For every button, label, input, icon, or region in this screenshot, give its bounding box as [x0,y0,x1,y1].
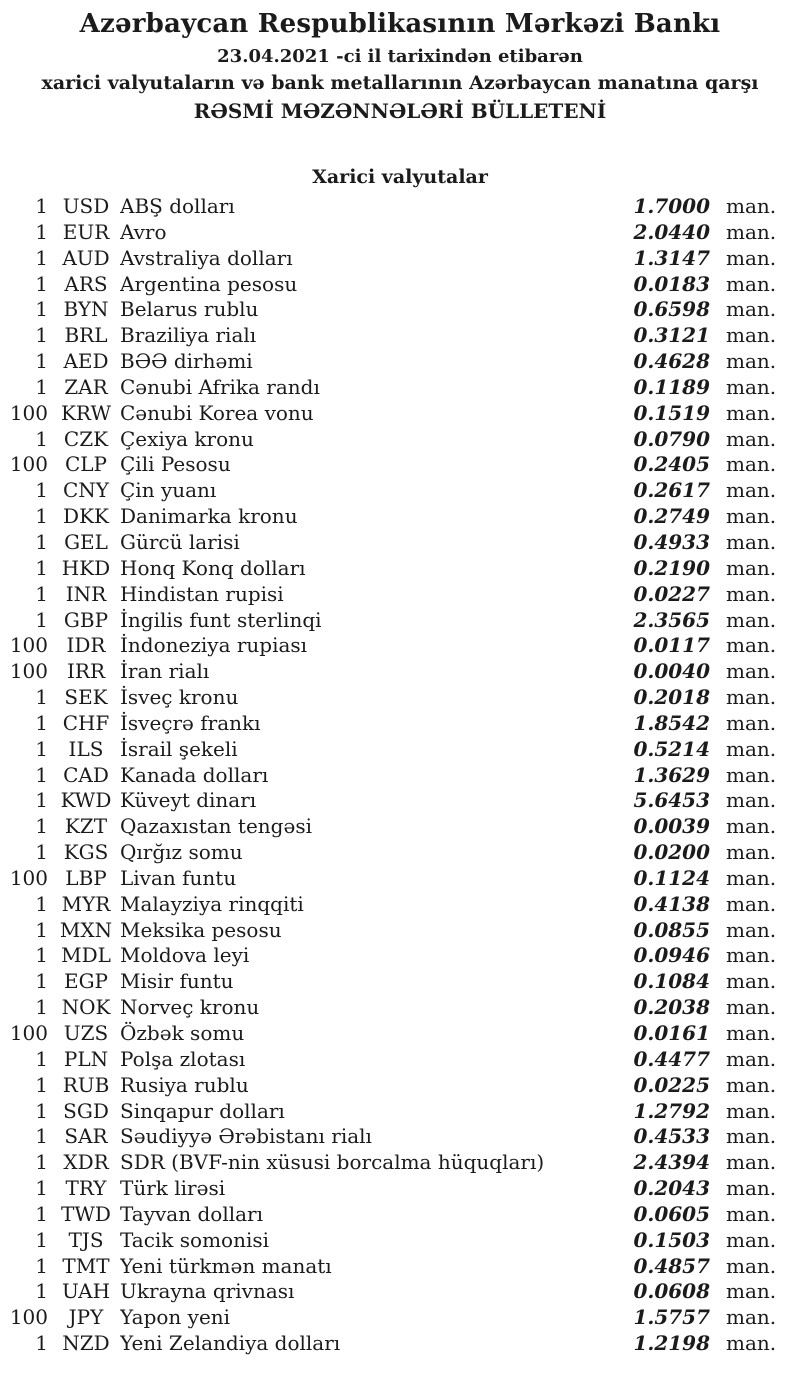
row-currency-code: PLN [63,1046,109,1071]
row-currency-name: Malayziya rinqqiti [120,891,304,916]
row-rate-value: 1.5757 [633,1305,710,1330]
table-row [0,659,800,685]
row-currency-name: Livan funtu [120,865,237,890]
row-quantity: 1 [35,710,48,735]
row-rate-value: 0.0790 [633,426,710,451]
row-currency-code: TMT [62,1253,110,1278]
row-currency-code: MXN [59,917,113,942]
row-rate-value: 0.0608 [633,1279,710,1304]
row-quantity: 100 [9,659,48,684]
row-unit-label: man. [726,736,777,761]
row-rate-value: 2.0440 [633,219,710,244]
table-row [0,995,800,1021]
table-row [0,1279,800,1305]
row-currency-code: AUD [62,245,110,270]
row-currency-code: INR [65,581,107,606]
row-unit-label: man. [726,995,777,1020]
row-unit-label: man. [726,271,777,296]
row-quantity: 100 [9,452,48,477]
row-unit-label: man. [726,1021,777,1045]
row-unit-label: man. [726,917,777,942]
row-currency-name: Qırğız somu [120,840,243,865]
table-row [0,1228,800,1254]
row-quantity: 100 [9,633,48,658]
row-quantity: 1 [35,478,48,503]
row-currency-code: UZS [63,1021,109,1045]
row-rate-value: 0.4933 [633,529,710,554]
effective-date-line: 23.04.2021 -ci il tarixindən etibarən [217,46,583,67]
row-currency-name: Yeni türkmən manatı [120,1253,332,1278]
row-rate-value: 0.0946 [633,943,710,968]
row-unit-label: man. [726,1046,777,1071]
table-row [0,892,800,918]
row-quantity: 1 [35,271,48,296]
row-unit-label: man. [726,529,777,554]
row-currency-code: LBP [65,865,107,890]
row-unit-label: man. [726,788,777,813]
row-unit-label: man. [726,349,777,374]
row-quantity: 1 [35,297,48,322]
row-rate-value: 0.4533 [633,1124,710,1149]
row-rate-value: 0.0039 [633,814,710,839]
row-rate-value: 0.1084 [633,969,710,994]
row-quantity: 1 [35,762,48,787]
row-currency-code: IDR [66,633,106,658]
row-unit-label: man. [726,814,777,839]
row-quantity: 1 [35,891,48,916]
row-unit-label: man. [726,943,777,968]
row-currency-code: JPY [68,1305,104,1330]
row-currency-code: BYN [63,297,109,322]
row-currency-code: GBP [63,607,109,632]
row-rate-value: 0.1503 [633,1227,710,1252]
bulletin-title: RƏSMİ MƏZƏNNƏLƏRİ BÜLLETENİ [193,99,607,123]
row-currency-name: Avro [120,219,167,244]
row-quantity: 1 [35,788,48,813]
row-currency-name: Honq Konq dolları [120,555,306,580]
row-currency-name: Rusiya rublu [120,1072,249,1097]
bank-name-title: Azərbaycan Respublikasının Mərkəzi Bankı [79,9,721,39]
row-currency-name: SDR (BVF-nin xüsusi borcalma hüquqları) [120,1150,545,1175]
row-currency-code: GEL [64,529,108,554]
table-row [0,685,800,711]
row-rate-value: 0.0855 [633,917,710,942]
table-row [0,220,800,246]
row-currency-name: Polşa zlotası [120,1046,246,1071]
row-currency-name: Çexiya kronu [120,426,254,451]
row-currency-code: NOK [61,995,111,1020]
row-currency-code: KZT [64,814,108,839]
row-currency-name: Sinqapur dolları [120,1098,285,1123]
row-currency-code: IRR [66,659,106,684]
row-unit-label: man. [726,1150,777,1175]
row-quantity: 1 [35,969,48,994]
row-unit-label: man. [726,969,777,994]
row-rate-value: 0.2617 [633,478,710,503]
row-currency-code: NZD [62,1331,110,1356]
row-currency-name: Braziliya rialı [120,323,257,348]
row-currency-code: CAD [63,762,109,787]
document-header [0,8,800,125]
row-quantity: 1 [35,323,48,348]
row-rate-value: 0.0605 [633,1201,710,1226]
row-currency-code: SEK [64,685,108,710]
row-rate-value: 1.7000 [633,194,710,218]
row-rate-value: 0.1519 [633,400,710,425]
row-currency-name: Küveyt dinarı [120,788,257,813]
table-row [0,1176,800,1202]
row-currency-name: Meksika pesosu [120,917,282,942]
row-currency-name: Özbək somu [120,1021,245,1045]
table-row [0,323,800,349]
row-unit-label: man. [726,219,777,244]
row-currency-name: Yapon yeni [120,1305,231,1330]
table-row [0,1202,800,1228]
row-currency-name: ABŞ dolları [120,194,235,218]
row-quantity: 1 [35,1279,48,1304]
row-rate-value: 0.1189 [633,374,710,399]
row-quantity: 100 [9,1021,48,1045]
row-quantity: 1 [35,1331,48,1356]
row-currency-name: İngilis funt sterlinqi [120,607,322,632]
row-rate-value: 1.2792 [633,1098,710,1123]
row-quantity: 1 [35,917,48,942]
row-quantity: 1 [35,426,48,451]
table-row [0,814,800,840]
row-rate-value: 0.0227 [633,581,710,606]
row-currency-code: EGP [63,969,109,994]
row-currency-code: CNY [62,478,109,503]
table-row [0,737,800,763]
row-unit-label: man. [726,581,777,606]
row-rate-value: 0.1124 [633,865,710,890]
row-currency-name: Türk lirəsi [120,1176,226,1201]
row-quantity: 1 [35,219,48,244]
row-unit-label: man. [726,1227,777,1252]
row-currency-code: SGD [63,1098,109,1123]
row-currency-code: MDL [61,943,111,968]
row-currency-name: İran rialı [120,659,210,684]
row-quantity: 1 [35,1150,48,1175]
row-unit-label: man. [726,659,777,684]
table-row [0,1047,800,1073]
row-currency-code: UAH [61,1279,111,1304]
row-unit-label: man. [726,685,777,710]
table-row [0,556,800,582]
row-quantity: 100 [9,865,48,890]
row-unit-label: man. [726,840,777,865]
row-rate-value: 0.2043 [633,1176,710,1201]
table-row [0,582,800,608]
row-quantity: 1 [35,840,48,865]
row-currency-code: DKK [63,504,109,529]
row-rate-value: 0.6598 [633,297,710,322]
row-quantity: 1 [35,245,48,270]
row-currency-code: CLP [64,452,108,477]
row-quantity: 1 [35,529,48,554]
row-unit-label: man. [726,1279,777,1304]
table-row [0,297,800,323]
row-quantity: 1 [35,555,48,580]
row-rate-value: 0.4857 [633,1253,710,1278]
row-unit-label: man. [726,452,777,477]
row-currency-code: EUR [62,219,110,244]
table-row [0,452,800,478]
row-currency-code: USD [62,194,110,218]
table-row [0,349,800,375]
row-currency-code: SAR [64,1124,108,1149]
row-rate-value: 1.3629 [633,762,710,787]
row-currency-code: TJS [68,1227,104,1252]
row-quantity: 1 [35,194,48,218]
row-quantity: 1 [35,943,48,968]
row-currency-code: TWD [61,1201,111,1226]
row-quantity: 1 [35,504,48,529]
row-unit-label: man. [726,891,777,916]
row-unit-label: man. [726,194,777,218]
row-rate-value: 0.3121 [633,323,710,348]
table-row [0,1021,800,1047]
table-row [0,401,800,427]
table-row [0,763,800,789]
row-currency-code: ZAR [64,374,108,399]
table-row [0,969,800,995]
row-rate-value: 0.5214 [633,736,710,761]
row-rate-value: 1.8542 [633,710,710,735]
row-currency-name: Yeni Zelandiya dolları [120,1331,341,1356]
row-currency-code: CHF [62,710,110,735]
row-unit-label: man. [726,1253,777,1278]
row-unit-label: man. [726,1072,777,1097]
rates-table [0,194,800,1357]
row-unit-label: man. [726,607,777,632]
row-rate-value: 2.4394 [633,1150,710,1175]
table-row [0,1254,800,1280]
row-unit-label: man. [726,1176,777,1201]
row-quantity: 1 [35,349,48,374]
row-quantity: 100 [9,1305,48,1330]
row-unit-label: man. [726,865,777,890]
row-rate-value: 0.0225 [633,1072,710,1097]
row-currency-code: RUB [62,1072,110,1097]
row-currency-code: ILS [68,736,104,761]
table-row [0,866,800,892]
row-currency-name: Danimarka kronu [120,504,298,529]
row-unit-label: man. [726,1331,777,1356]
row-currency-name: İsrail şekeli [120,736,238,761]
row-rate-value: 0.2018 [633,685,710,710]
row-currency-code: KGS [63,840,109,865]
row-currency-name: Tacik somonisi [120,1227,270,1252]
row-currency-name: İsveç kronu [120,685,239,710]
row-currency-name: İsveçrə frankı [120,710,261,735]
row-currency-code: TRY [65,1176,107,1201]
row-currency-name: Cənubi Afrika randı [120,374,320,399]
row-currency-name: Cənubi Korea vonu [120,400,314,425]
row-quantity: 1 [35,1124,48,1149]
row-currency-name: Tayvan dolları [120,1201,263,1226]
row-currency-code: HKD [61,555,111,580]
row-currency-name: Qazaxıstan tengəsi [120,814,312,839]
table-row [0,1124,800,1150]
table-row [0,1073,800,1099]
row-currency-name: Norveç kronu [120,995,260,1020]
row-rate-value: 0.2749 [633,504,710,529]
table-row [0,246,800,272]
table-row [0,1099,800,1125]
row-currency-code: ARS [64,271,108,296]
row-currency-name: Ukrayna qrivnası [120,1279,295,1304]
row-currency-name: Kanada dolları [120,762,269,787]
row-currency-code: MYR [61,891,111,916]
row-currency-code: XDR [63,1150,109,1175]
row-currency-name: Səudiyyə Ərəbistanı rialı [120,1124,372,1149]
row-rate-value: 0.4628 [633,349,710,374]
table-row [0,1150,800,1176]
row-rate-value: 0.2405 [633,452,710,477]
row-currency-name: İndoneziya rupiası [120,633,308,658]
row-rate-value: 0.0117 [633,633,710,658]
row-currency-code: AED [63,349,109,374]
row-unit-label: man. [726,323,777,348]
row-quantity: 1 [35,814,48,839]
row-rate-value: 0.4477 [633,1046,710,1071]
row-unit-label: man. [726,297,777,322]
row-currency-code: KRW [60,400,112,425]
row-currency-name: Çin yuanı [120,478,217,503]
row-rate-value: 0.0161 [633,1021,710,1045]
row-rate-value: 2.3565 [633,607,710,632]
row-unit-label: man. [726,633,777,658]
row-quantity: 1 [35,607,48,632]
row-currency-name: Avstraliya dolları [120,245,293,270]
row-currency-code: KWD [60,788,112,813]
row-quantity: 1 [35,581,48,606]
row-currency-code: BRL [64,323,108,348]
row-unit-label: man. [726,426,777,451]
row-currency-name: Argentina pesosu [120,271,298,296]
row-rate-value: 0.4138 [633,891,710,916]
table-row [0,840,800,866]
row-currency-name: BƏƏ dirhəmi [120,349,253,374]
row-quantity: 1 [35,685,48,710]
table-row [0,918,800,944]
row-unit-label: man. [726,245,777,270]
row-rate-value: 0.2038 [633,995,710,1020]
row-currency-name: Hindistan rupisi [120,581,284,606]
row-currency-name: Misir funtu [120,969,234,994]
row-quantity: 1 [35,995,48,1020]
row-currency-code: CZK [63,426,109,451]
row-quantity: 1 [35,1227,48,1252]
row-unit-label: man. [726,374,777,399]
row-quantity: 1 [35,1046,48,1071]
table-row [0,375,800,401]
table-row [0,1305,800,1331]
row-rate-value: 0.0200 [633,840,710,865]
table-row [0,788,800,814]
table-row [0,711,800,737]
row-unit-label: man. [726,1124,777,1149]
row-rate-value: 5.6453 [633,788,710,813]
table-row [0,943,800,969]
row-currency-name: Çili Pesosu [120,452,231,477]
row-quantity: 1 [35,1201,48,1226]
row-quantity: 1 [35,374,48,399]
row-currency-name: Belarus rublu [120,297,259,322]
row-unit-label: man. [726,555,777,580]
table-row [0,272,800,298]
table-row [0,504,800,530]
table-row [0,194,800,220]
row-unit-label: man. [726,478,777,503]
row-rate-value: 1.3147 [633,245,710,270]
row-quantity: 1 [35,1176,48,1201]
table-row [0,530,800,556]
subject-line: xarici valyutaların və bank metallarının Azərbaycan manatına qarşı [41,72,759,94]
row-rate-value: 0.0040 [633,659,710,684]
section-title-foreign-currencies: Xarici valyutalar [312,166,488,188]
table-row [0,1331,800,1357]
row-quantity: 100 [9,400,48,425]
row-quantity: 1 [35,1098,48,1123]
row-unit-label: man. [726,762,777,787]
table-row [0,633,800,659]
row-unit-label: man. [726,1098,777,1123]
table-row [0,608,800,634]
row-rate-value: 0.2190 [633,555,710,580]
table-row [0,427,800,453]
row-currency-name: Moldova leyi [120,943,250,968]
row-unit-label: man. [726,1201,777,1226]
row-quantity: 1 [35,1253,48,1278]
table-row [0,478,800,504]
row-quantity: 1 [35,1072,48,1097]
row-unit-label: man. [726,710,777,735]
row-unit-label: man. [726,504,777,529]
row-unit-label: man. [726,1305,777,1330]
row-rate-value: 1.2198 [633,1331,710,1356]
row-quantity: 1 [35,736,48,761]
row-currency-name: Gürcü larisi [120,529,240,554]
row-rate-value: 0.0183 [633,271,710,296]
row-unit-label: man. [726,400,777,425]
